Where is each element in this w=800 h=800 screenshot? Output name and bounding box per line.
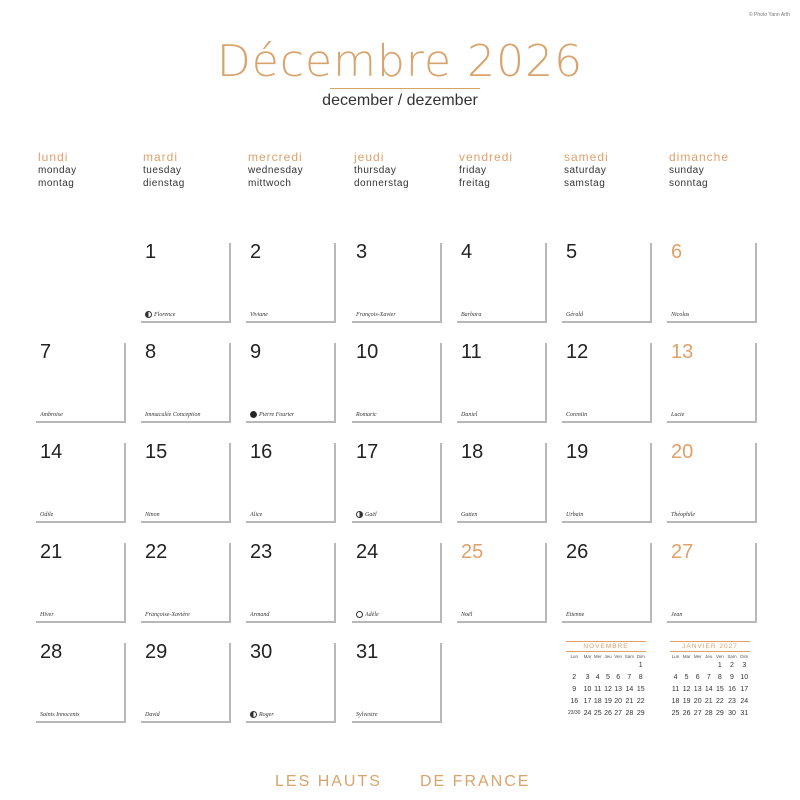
- mini-weekday: Lun: [671, 654, 680, 659]
- mini-weekday: Mar: [583, 654, 592, 659]
- footer-left: LES HAUTS: [275, 773, 382, 790]
- day-cell[interactable]: [246, 243, 336, 323]
- mini-day: 28: [625, 709, 634, 717]
- day-number: 7: [40, 341, 52, 363]
- mini-calendar-title: JANVIER 2027: [670, 641, 750, 652]
- mini-day: 6: [616, 673, 621, 681]
- day-cell[interactable]: [457, 543, 547, 623]
- day-number: 20: [671, 441, 694, 463]
- day-number: 9: [250, 341, 262, 363]
- mini-day: 16: [728, 685, 736, 693]
- day-label-fr: vendredi: [459, 150, 514, 164]
- mini-day: [593, 659, 603, 671]
- day-cell[interactable]: [246, 343, 336, 423]
- footer-right: DE FRANCE: [420, 773, 531, 790]
- day-label-fr: samedi: [564, 150, 609, 164]
- day-number: 27: [671, 541, 694, 563]
- mini-day: 18: [593, 697, 602, 705]
- day-cell[interactable]: [141, 343, 231, 423]
- moon-first-icon: [356, 511, 363, 518]
- day-cell[interactable]: [36, 543, 126, 623]
- day-header-sunday: [669, 150, 769, 190]
- mini-day: 4: [595, 673, 600, 681]
- mini-day: [692, 659, 703, 671]
- title-rule: [330, 88, 480, 89]
- day-number: 4: [461, 241, 473, 263]
- mini-day: 27: [614, 709, 623, 717]
- mini-day: [703, 659, 714, 671]
- mini-weekday: Dim: [636, 654, 645, 659]
- day-number: 30: [250, 641, 273, 663]
- saint-label: François-Xavier: [356, 312, 396, 318]
- day-header-friday: [459, 150, 559, 190]
- saint-label: Roger: [259, 711, 274, 718]
- mini-day: 30: [728, 709, 736, 717]
- day-number: 13: [671, 341, 694, 363]
- day-cell[interactable]: [562, 343, 652, 423]
- saint-label: Ambroise: [40, 412, 63, 418]
- saint-label: Florence: [154, 311, 176, 318]
- mini-day: 14: [625, 685, 634, 693]
- day-number: 31: [356, 641, 379, 663]
- day-cell[interactable]: [352, 443, 442, 523]
- mini-day: 20: [614, 697, 623, 705]
- mini-calendar: [566, 641, 646, 719]
- mini-day: [681, 659, 692, 671]
- saint-name: [250, 512, 262, 518]
- day-number: 1: [145, 241, 157, 263]
- mini-day: [613, 659, 623, 671]
- saint-label: Corentin: [566, 412, 588, 418]
- saint-name: [40, 512, 53, 518]
- mini-day: 2: [730, 661, 734, 669]
- saint-name: [461, 512, 477, 518]
- day-cell[interactable]: [141, 543, 231, 623]
- saint-name: [671, 612, 682, 618]
- mini-day: 27: [693, 709, 702, 717]
- mini-day: 25: [671, 709, 680, 717]
- day-cell[interactable]: [457, 343, 547, 423]
- moon-full-icon: [356, 611, 363, 618]
- mini-day: 17: [583, 697, 592, 705]
- saint-label: Ninon: [145, 512, 160, 518]
- day-label-de: samstag: [564, 178, 606, 189]
- day-number: 6: [671, 241, 683, 263]
- day-number: 3: [356, 241, 368, 263]
- day-cell[interactable]: [36, 443, 126, 523]
- saint-label: Noël: [461, 612, 473, 618]
- mini-day: [603, 659, 613, 671]
- mini-day: [623, 659, 635, 671]
- saint-name: [566, 412, 587, 418]
- day-label-fr: dimanche: [669, 150, 730, 164]
- mini-day: 8: [638, 673, 643, 681]
- day-number: 8: [145, 341, 157, 363]
- moon-last-icon: [145, 311, 152, 318]
- mini-day: 23: [728, 697, 736, 705]
- day-label-de: freitag: [459, 178, 491, 189]
- day-number: 26: [566, 541, 589, 563]
- mini-day: 14: [704, 685, 713, 693]
- saint-label: Odile: [40, 512, 54, 518]
- day-cell[interactable]: [36, 643, 126, 723]
- moon-new-icon: [250, 411, 257, 418]
- saint-label: Etienne: [566, 612, 585, 618]
- saint-name: [461, 612, 472, 618]
- saint-name: [145, 712, 160, 718]
- mini-weekday: Mer: [693, 654, 702, 659]
- day-number: 28: [40, 641, 63, 663]
- mini-day: 11: [671, 685, 680, 693]
- saint-name: [250, 612, 269, 618]
- mini-day: 1: [717, 661, 722, 669]
- mini-day: 10: [740, 673, 749, 681]
- day-header-monday: [38, 150, 138, 190]
- saint-label: Sylvestre: [356, 712, 378, 718]
- saint-name: [145, 311, 175, 318]
- mini-day: 9: [730, 673, 734, 681]
- mini-weekday: Sam: [624, 654, 634, 659]
- day-cell[interactable]: [36, 343, 126, 423]
- page-subtitle: december / dezember: [322, 92, 478, 109]
- mini-day: 6: [695, 673, 700, 681]
- saint-name: [40, 712, 80, 718]
- photo-credit: © Photo Yann Arth: [748, 12, 790, 18]
- saint-label: Immaculée Conception: [145, 412, 201, 418]
- mini-day: 22: [636, 697, 645, 705]
- mini-day: 26: [682, 709, 691, 717]
- day-cell[interactable]: [352, 343, 442, 423]
- day-cell[interactable]: [141, 643, 231, 723]
- day-label-en: saturday: [564, 165, 607, 176]
- mini-day: [566, 659, 582, 671]
- saint-label: Jean: [671, 612, 683, 618]
- moon-last-icon: [250, 711, 257, 718]
- day-number: 19: [566, 441, 589, 463]
- day-cell[interactable]: [667, 543, 757, 623]
- day-cell[interactable]: [667, 343, 757, 423]
- mini-day: 4: [673, 673, 678, 681]
- day-cell[interactable]: [352, 543, 442, 623]
- saint-name: [566, 512, 583, 518]
- mini-day: 12: [604, 685, 612, 693]
- saint-name: [671, 412, 684, 418]
- day-cell[interactable]: [141, 443, 231, 523]
- day-cell[interactable]: [352, 643, 442, 723]
- mini-weekday: Jeu: [604, 654, 612, 659]
- saint-name: [671, 312, 689, 318]
- mini-day: 3: [585, 673, 590, 681]
- mini-calendar: [670, 641, 750, 719]
- mini-day: 24: [740, 697, 749, 705]
- mini-day: 26: [604, 709, 612, 717]
- mini-day: 12: [682, 685, 691, 693]
- day-label-de: montag: [38, 178, 75, 189]
- saint-label: Romaric: [356, 412, 377, 418]
- saint-name: [356, 412, 377, 418]
- day-cell[interactable]: [562, 443, 652, 523]
- day-label-en: thursday: [354, 165, 397, 176]
- saint-label: Viviane: [250, 312, 268, 318]
- mini-weekday: Lun: [570, 654, 578, 659]
- day-number: 15: [145, 441, 168, 463]
- saint-name: [250, 411, 294, 418]
- saint-label: Gérald: [566, 312, 583, 318]
- day-number: 25: [461, 541, 484, 563]
- mini-day: 25: [593, 709, 602, 717]
- mini-weekday: Mer: [593, 654, 602, 659]
- saint-label: Gatien: [461, 512, 478, 518]
- day-number: 18: [461, 441, 484, 463]
- mini-weekday: Dim: [740, 654, 749, 659]
- day-number: 14: [40, 441, 63, 463]
- day-cell[interactable]: [562, 543, 652, 623]
- mini-day: 31: [740, 709, 749, 717]
- mini-day: 10: [583, 685, 592, 693]
- mini-day: 21: [704, 697, 713, 705]
- saint-label: Lucie: [671, 412, 685, 418]
- page-title: Décembre 2026: [216, 36, 584, 87]
- saint-name: [40, 412, 63, 418]
- day-header-tuesday: [143, 150, 243, 190]
- mini-day: 13: [614, 685, 623, 693]
- mini-day: 19: [604, 697, 612, 705]
- day-number: 10: [356, 341, 379, 363]
- day-cell[interactable]: [667, 243, 757, 323]
- mini-weekday: Mar: [682, 654, 691, 659]
- mini-day: 3: [742, 661, 747, 669]
- day-label-en: sunday: [669, 165, 705, 176]
- day-cell[interactable]: [562, 243, 652, 323]
- saint-name: [356, 611, 379, 618]
- day-cell[interactable]: [246, 443, 336, 523]
- day-label-en: wednesday: [248, 165, 304, 176]
- day-number: 16: [250, 441, 273, 463]
- day-label-fr: mardi: [143, 150, 179, 164]
- saint-name: [250, 312, 268, 318]
- mini-weekday: Ven: [715, 654, 724, 659]
- mini-weekday: Jeu: [705, 654, 713, 659]
- mini-day: 28: [704, 709, 713, 717]
- saint-label: Armand: [250, 612, 270, 618]
- day-label-en: tuesday: [143, 165, 182, 176]
- saint-label: Françoise-Xavière: [145, 612, 190, 618]
- mini-weekday: Ven: [614, 654, 623, 659]
- day-header-saturday: [564, 150, 664, 190]
- saint-name: [356, 312, 396, 318]
- day-cell[interactable]: [141, 243, 231, 323]
- saint-name: [145, 512, 160, 518]
- saint-name: [566, 612, 584, 618]
- mini-day: 23/30: [567, 710, 581, 716]
- day-cell[interactable]: [457, 243, 547, 323]
- saint-name: [356, 712, 377, 718]
- mini-day: 15: [636, 685, 645, 693]
- day-label-de: donnerstag: [354, 178, 410, 189]
- mini-day: 29: [715, 709, 724, 717]
- mini-day: 16: [570, 697, 579, 705]
- mini-weekday: Sam: [727, 654, 737, 659]
- day-number: 22: [145, 541, 168, 563]
- saint-name: [356, 511, 377, 518]
- day-header-wednesday: [248, 150, 348, 190]
- mini-day: 13: [693, 685, 702, 693]
- day-cell[interactable]: [246, 643, 336, 723]
- day-number: 23: [250, 541, 273, 563]
- saint-label: Barbara: [461, 312, 482, 318]
- mini-day: 5: [684, 673, 689, 681]
- day-number: 2: [250, 241, 262, 263]
- mini-day: [582, 659, 592, 671]
- mini-day: 2: [572, 673, 577, 681]
- saint-label: Nicolas: [671, 312, 690, 318]
- saint-name: [461, 312, 481, 318]
- day-label-de: dienstag: [143, 178, 185, 189]
- day-label-en: monday: [38, 165, 77, 176]
- day-label-de: mittwoch: [248, 178, 292, 189]
- mini-day: 22: [715, 697, 724, 705]
- saint-name: [145, 412, 200, 418]
- mini-day: 17: [740, 685, 749, 693]
- day-cell[interactable]: [352, 243, 442, 323]
- day-number: 5: [566, 241, 578, 263]
- saint-name: [566, 312, 583, 318]
- day-label-fr: lundi: [38, 150, 69, 164]
- day-label-fr: mercredi: [248, 150, 303, 164]
- mini-day: 24: [583, 709, 592, 717]
- day-number: 29: [145, 641, 168, 663]
- saint-name: [40, 612, 54, 618]
- mini-day: 8: [717, 673, 722, 681]
- saint-label: Alice: [250, 512, 263, 518]
- saint-name: [671, 512, 695, 518]
- mini-day: 29: [636, 709, 645, 717]
- day-number: 12: [566, 341, 589, 363]
- day-number: 11: [461, 341, 482, 363]
- day-label-en: friday: [459, 165, 487, 176]
- day-header-thursday: [354, 150, 454, 190]
- mini-day: [670, 659, 681, 671]
- day-number: 21: [40, 541, 63, 563]
- saint-label: Hiver: [40, 612, 54, 618]
- saint-name: [461, 412, 477, 418]
- saint-label: Pierre Fourier: [259, 411, 295, 418]
- mini-day: 7: [706, 673, 711, 681]
- day-label-fr: jeudi: [354, 150, 385, 164]
- saint-label: Daniel: [461, 412, 478, 418]
- saint-label: Gaël: [365, 511, 377, 518]
- saint-label: Théophile: [671, 512, 695, 518]
- mini-day: 5: [606, 673, 610, 681]
- saint-label: David: [145, 712, 160, 718]
- saint-label: Urbain: [566, 512, 584, 518]
- mini-day: 19: [682, 697, 691, 705]
- day-number: 17: [356, 441, 379, 463]
- day-cell[interactable]: [457, 443, 547, 523]
- mini-day: 20: [693, 697, 702, 705]
- saint-label: Saints Innocents: [40, 712, 80, 718]
- day-number: 24: [356, 541, 379, 563]
- mini-day: 9: [572, 685, 577, 693]
- mini-day: 11: [594, 685, 602, 693]
- mini-day: 18: [671, 697, 680, 705]
- saint-name: [145, 612, 190, 618]
- mini-day: 15: [715, 685, 724, 693]
- day-cell[interactable]: [667, 443, 757, 523]
- mini-day: 21: [625, 697, 634, 705]
- saint-label: Adèle: [365, 611, 379, 618]
- mini-calendar-title: NOVEMBRE: [566, 641, 646, 652]
- mini-day: 1: [638, 661, 643, 669]
- saint-name: [250, 711, 274, 718]
- mini-day: 7: [627, 673, 632, 681]
- day-cell[interactable]: [246, 543, 336, 623]
- day-label-de: sonntag: [669, 178, 709, 189]
